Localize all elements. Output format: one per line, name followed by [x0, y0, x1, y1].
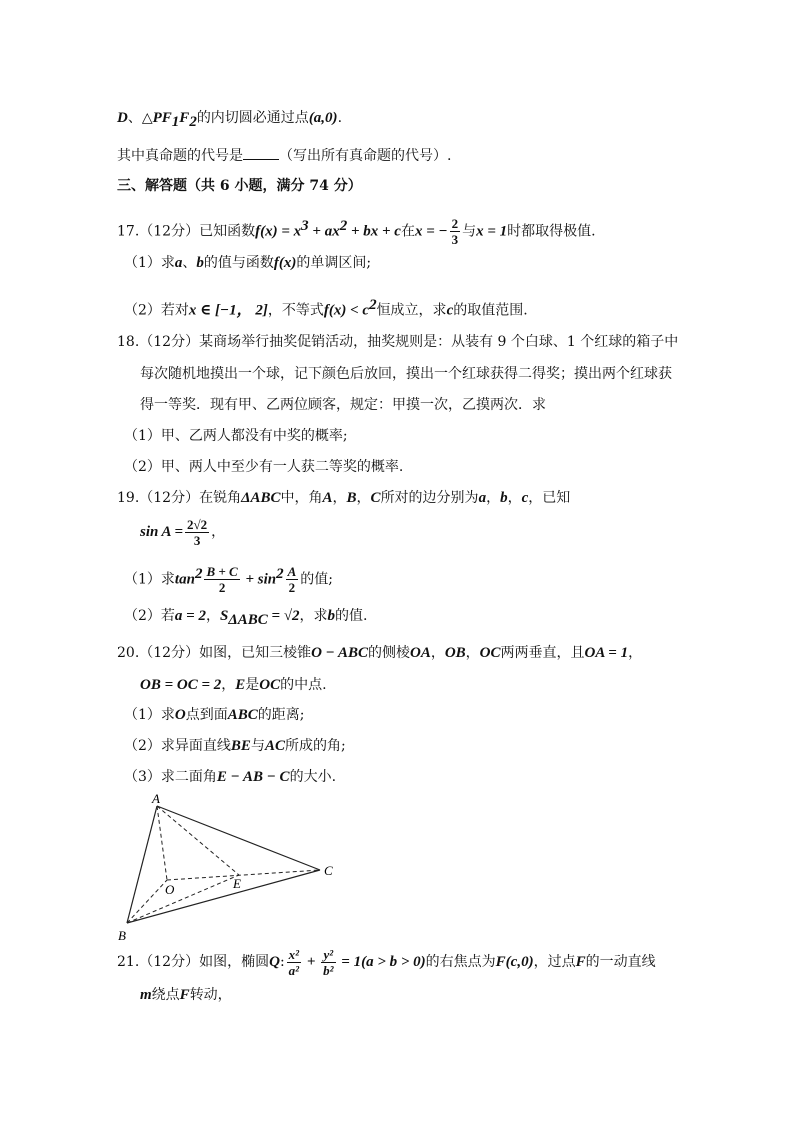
label-e: E	[233, 876, 241, 891]
edge-oc	[167, 870, 320, 880]
section-heading: 三、解答题（共 6 小题，满分 74 分）	[117, 178, 362, 194]
edge-be	[127, 875, 239, 923]
fraction: $\frac{2√2}{3}$	[187, 516, 208, 548]
fraction: $\frac{\text{x²}}{\text{a²}}$	[288, 946, 300, 978]
question-17-part-1: （1）求a、b的值与函数f(x)的单调区间;	[124, 255, 372, 271]
fraction: $\frac{B + C}{2}$	[206, 564, 238, 596]
question-17: 17.（12分）已知函数$f(x) = x^3 + ax^2$ + bx + c在x = − $\frac{2}{3}$ 与x = 1时都取得极值.	[117, 216, 596, 248]
question-19-part-2: （2）若a = 2，$S_{\Delta ABC} = √2$，求b的值.	[124, 608, 368, 628]
question-17-part-2: （2）若对x ∈ [−1， 2]，不等式$f(x) < c^2$恒成立，求c的取值范围.	[124, 297, 528, 319]
edge-bc	[127, 870, 320, 923]
question-21: 21.（12分）如图，椭圆Q: $\frac{\text{x²}}{\text{a²}}$ + $\frac{\text{y²}}{\text{b²}}$ = 1(a > b > 0)的右焦点为F(c,0)，过点F的一动直线	[117, 946, 656, 978]
edge-ao	[157, 806, 167, 880]
question-19-part-1: （1）求$\tan^2$ $\frac{B + C}{2}$ + $\sin^2$ $\frac{A}{2}$ 的值;	[124, 564, 333, 596]
edge-ab	[127, 806, 157, 923]
label-c: C	[324, 863, 333, 878]
question-19-given: sin A = $\frac{2√2}{3}$ ，	[140, 516, 226, 548]
question-19: 19.（12分）在锐角ΔABC中，角A，B，C所对的边分别为a，b，c，已知	[117, 490, 571, 506]
question-18-line-2: 每次随机地摸出一个球，记下颜色后放回，摸出一个红球获得二得奖；摸出两个红球获	[140, 366, 672, 382]
question-20-cont: OB = OC = 2，E是OC的中点.	[140, 677, 327, 693]
question-18-line-3: 得一等奖．现有甲、乙两位顾客，规定：甲摸一次，乙摸两次．求	[140, 397, 546, 413]
question-18-part-1: （1）甲、乙两人都没有中奖的概率;	[124, 428, 348, 444]
question-20-part-3: （3）求二面角E − AB − C的大小.	[124, 769, 337, 785]
edge-ac	[157, 806, 320, 870]
tetrahedron-figure	[112, 790, 342, 945]
label-b: B	[118, 928, 126, 943]
question-20: 20.（12分）如图，已知三棱锥O − ABC的侧棱OA，OB，OC两两垂直，且OA = 1，	[117, 645, 643, 661]
fraction: $\frac{\text{y²}}{\text{b²}}$	[323, 946, 334, 978]
answer-blank[interactable]	[243, 145, 279, 160]
question-18-line-1: 18.（12分）某商场举行抽奖促销活动，抽奖规则是：从装有 9 个白球、1 个红球的箱子中	[117, 334, 679, 350]
fill-blank-line: 其中真命题的代号是 （写出所有真命题的代号）.	[117, 145, 451, 166]
question-18-part-2: （2）甲、两人中至少有一人获二等奖的概率.	[124, 459, 404, 475]
question-20-part-2: （2）求异面直线BE与AC所成的角;	[124, 738, 346, 754]
option-d: D、$\triangle PF_1F_2$的内切圆必通过点(a,0).	[117, 110, 343, 130]
fraction: $\frac{2}{3}$	[451, 216, 459, 248]
fraction: $\frac{A}{2}$	[287, 564, 297, 596]
question-20-part-1: （1）求O点到面ABC的距离;	[124, 707, 305, 723]
question-21-cont: m绕点F转动，	[140, 987, 232, 1003]
label-a: A	[152, 791, 160, 806]
label-o: O	[165, 882, 175, 897]
edge-ae	[157, 806, 239, 875]
